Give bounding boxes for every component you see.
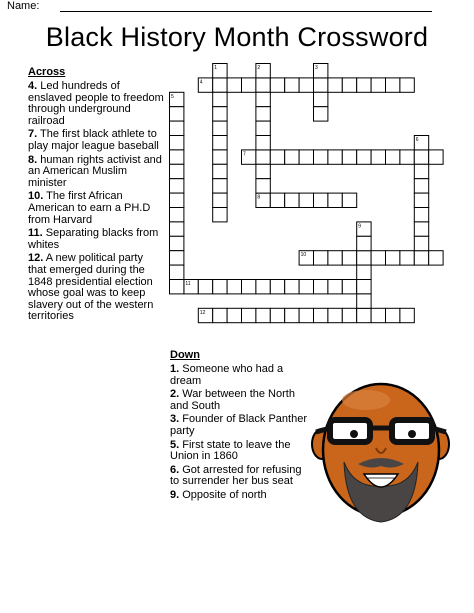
across-clue: 10. The first African American to earn a PH.D from Harvard — [28, 190, 151, 226]
grid-cell[interactable] — [371, 251, 385, 265]
grid-cell[interactable] — [170, 208, 184, 222]
grid-cell[interactable] — [357, 265, 371, 279]
smiling-man-with-glasses-illustration — [306, 378, 456, 528]
grid-cell[interactable] — [213, 92, 227, 106]
right-eye — [408, 430, 416, 438]
grid-cell[interactable] — [256, 179, 270, 193]
grid-cell[interactable] — [285, 78, 299, 92]
grid-cell[interactable] — [170, 236, 184, 250]
grid-cell[interactable] — [386, 78, 400, 92]
grid-cell[interactable] — [328, 251, 342, 265]
grid-cell[interactable] — [285, 150, 299, 164]
grid-clue-number: 6 — [415, 137, 419, 143]
left-eye — [350, 430, 358, 438]
down-clue: 9. Opposite of north — [170, 488, 267, 501]
across-clue: 7. The first black athlete to play major league baseball — [28, 128, 159, 152]
grid-cell[interactable] — [213, 179, 227, 193]
grid-cell[interactable] — [414, 222, 428, 236]
grid-clue-number: 8 — [257, 194, 261, 201]
grid-cell[interactable] — [314, 92, 328, 106]
grid-cell[interactable] — [242, 308, 256, 322]
left-lens — [330, 420, 370, 442]
down-clue: 1. Someone who had a dream — [170, 363, 284, 387]
grid-cell[interactable] — [314, 193, 328, 207]
grid-cell[interactable] — [400, 251, 414, 265]
grid-cell[interactable] — [256, 280, 270, 294]
grid-cell[interactable] — [256, 164, 270, 178]
grid-cell[interactable] — [414, 236, 428, 250]
grid-cell[interactable] — [357, 236, 371, 250]
grid-clue-number: 4 — [199, 79, 203, 86]
across-heading: Across — [28, 66, 66, 78]
grid-cell[interactable] — [386, 150, 400, 164]
grid-cell[interactable] — [386, 251, 400, 265]
grid-cell[interactable] — [357, 294, 371, 308]
grid-cell[interactable] — [285, 193, 299, 207]
grid-cell[interactable] — [328, 78, 342, 92]
grid-cell[interactable] — [414, 193, 428, 207]
grid-clue-number: 2 — [257, 65, 261, 71]
grid-cell[interactable] — [256, 121, 270, 135]
name-label: Name: — [7, 0, 40, 12]
grid-cell[interactable] — [429, 251, 443, 265]
grid-cell[interactable] — [242, 78, 256, 92]
grid-cell[interactable] — [414, 164, 428, 178]
grid-cell[interactable] — [328, 150, 342, 164]
grid-cell[interactable] — [414, 179, 428, 193]
grid-cell[interactable] — [328, 308, 342, 322]
grid-cell[interactable] — [170, 251, 184, 265]
grid-cell[interactable] — [256, 107, 270, 121]
grid-cell[interactable] — [314, 251, 328, 265]
grid-cell[interactable] — [414, 251, 428, 265]
grid-clue-number: 10 — [300, 252, 307, 259]
across-clue: 4. Led hundreds of enslaved people to freedom through underground railroad — [28, 80, 164, 127]
grid-cell[interactable] — [213, 78, 227, 92]
grid-cell[interactable] — [400, 150, 414, 164]
page-title: Black History Month Crossword — [45, 22, 429, 52]
grid-cell[interactable] — [213, 164, 227, 178]
grid-cell[interactable] — [256, 92, 270, 106]
grid-clue-number: 1 — [214, 65, 217, 71]
grid-cell[interactable] — [170, 179, 184, 193]
grid-clue-number: 3 — [315, 65, 318, 71]
grid-cell[interactable] — [299, 150, 313, 164]
grid-cell[interactable] — [242, 280, 256, 294]
grid-cell[interactable] — [299, 193, 313, 207]
grid-clue-number: 9 — [358, 223, 361, 230]
grid-cell[interactable] — [198, 280, 212, 294]
grid-clue-number: 7 — [243, 151, 246, 158]
grid-cell[interactable] — [342, 150, 356, 164]
grid-cell[interactable] — [314, 308, 328, 322]
grid-cell[interactable] — [170, 121, 184, 135]
grid-cell[interactable] — [170, 265, 184, 279]
grid-cell[interactable] — [299, 78, 313, 92]
grid-cell[interactable] — [227, 78, 241, 92]
grid-cell[interactable] — [314, 78, 328, 92]
grid-cell[interactable] — [414, 150, 428, 164]
grid-cell[interactable] — [357, 280, 371, 294]
grid-cell[interactable] — [170, 222, 184, 236]
grid-cell[interactable] — [342, 251, 356, 265]
grid-cell[interactable] — [270, 280, 284, 294]
across-clue: 12. A new political party that emerged during the 1848 presidential election whose goal was to keep slavery out of the western territories — [28, 252, 154, 323]
grid-cell[interactable] — [170, 164, 184, 178]
head-highlight — [342, 390, 390, 410]
grid-cell[interactable] — [328, 193, 342, 207]
grid-cell[interactable] — [299, 308, 313, 322]
grid-cell[interactable] — [371, 78, 385, 92]
grid-cell[interactable] — [357, 78, 371, 92]
grid-cell[interactable] — [371, 308, 385, 322]
grid-cell[interactable] — [314, 150, 328, 164]
grid-cell[interactable] — [227, 280, 241, 294]
grid-cell[interactable] — [400, 78, 414, 92]
grid-cell[interactable] — [342, 193, 356, 207]
grid-cell[interactable] — [314, 107, 328, 121]
grid-cell[interactable] — [170, 107, 184, 121]
down-clue: 2. War between the North and South — [170, 388, 295, 412]
grid-cell[interactable] — [414, 208, 428, 222]
grid-cell[interactable] — [256, 308, 270, 322]
grid-cell[interactable] — [213, 136, 227, 150]
grid-cell[interactable] — [314, 280, 328, 294]
grid-cell[interactable] — [256, 150, 270, 164]
grid-clue-number: 5 — [171, 93, 174, 100]
grid-cell[interactable] — [342, 78, 356, 92]
grid-cell[interactable] — [371, 150, 385, 164]
grid-clue-number: 11 — [185, 281, 191, 287]
grid-cell[interactable] — [213, 308, 227, 322]
across-clue: 8. human rights activist and an American Muslim minister — [28, 153, 162, 189]
down-clue: 6. Got arrested for refusing to surrender her bus seat — [170, 463, 302, 488]
grid-cell[interactable] — [227, 308, 241, 322]
grid-cell[interactable] — [400, 308, 414, 322]
grid-cell[interactable] — [270, 308, 284, 322]
grid-cell[interactable] — [213, 280, 227, 294]
grid-cell[interactable] — [270, 78, 284, 92]
grid-cell[interactable] — [357, 251, 371, 265]
across-clue: 11. Separating blacks from whites — [28, 227, 159, 251]
grid-cell[interactable] — [213, 107, 227, 121]
grid-cell[interactable] — [270, 193, 284, 207]
grid-cell[interactable] — [213, 150, 227, 164]
grid-cell[interactable] — [170, 280, 184, 294]
grid-cell[interactable] — [213, 193, 227, 207]
grid-cell[interactable] — [328, 280, 342, 294]
grid-cell[interactable] — [213, 121, 227, 135]
grid-cell[interactable] — [170, 150, 184, 164]
grid-cell[interactable] — [213, 208, 227, 222]
grid-cell[interactable] — [429, 150, 443, 164]
grid-cell[interactable] — [285, 280, 299, 294]
grid-cell[interactable] — [270, 150, 284, 164]
grid-clue-number: 12 — [199, 309, 206, 316]
grid-cell[interactable] — [170, 136, 184, 150]
grid-cell[interactable] — [342, 308, 356, 322]
grid-cell[interactable] — [256, 136, 270, 150]
grid-cell[interactable] — [170, 193, 184, 207]
grid-cell[interactable] — [299, 280, 313, 294]
down-clue: 5. First state to leave the Union in 1860 — [170, 438, 291, 463]
grid-cell[interactable] — [386, 308, 400, 322]
grid-cell[interactable] — [285, 308, 299, 322]
grid-cell[interactable] — [357, 150, 371, 164]
down-clue: 3. Founder of Black Panther party — [170, 413, 307, 437]
grid-cell[interactable] — [256, 78, 270, 92]
grid-cell[interactable] — [342, 280, 356, 294]
grid-cell[interactable] — [357, 308, 371, 322]
down-heading: Down — [170, 349, 200, 361]
